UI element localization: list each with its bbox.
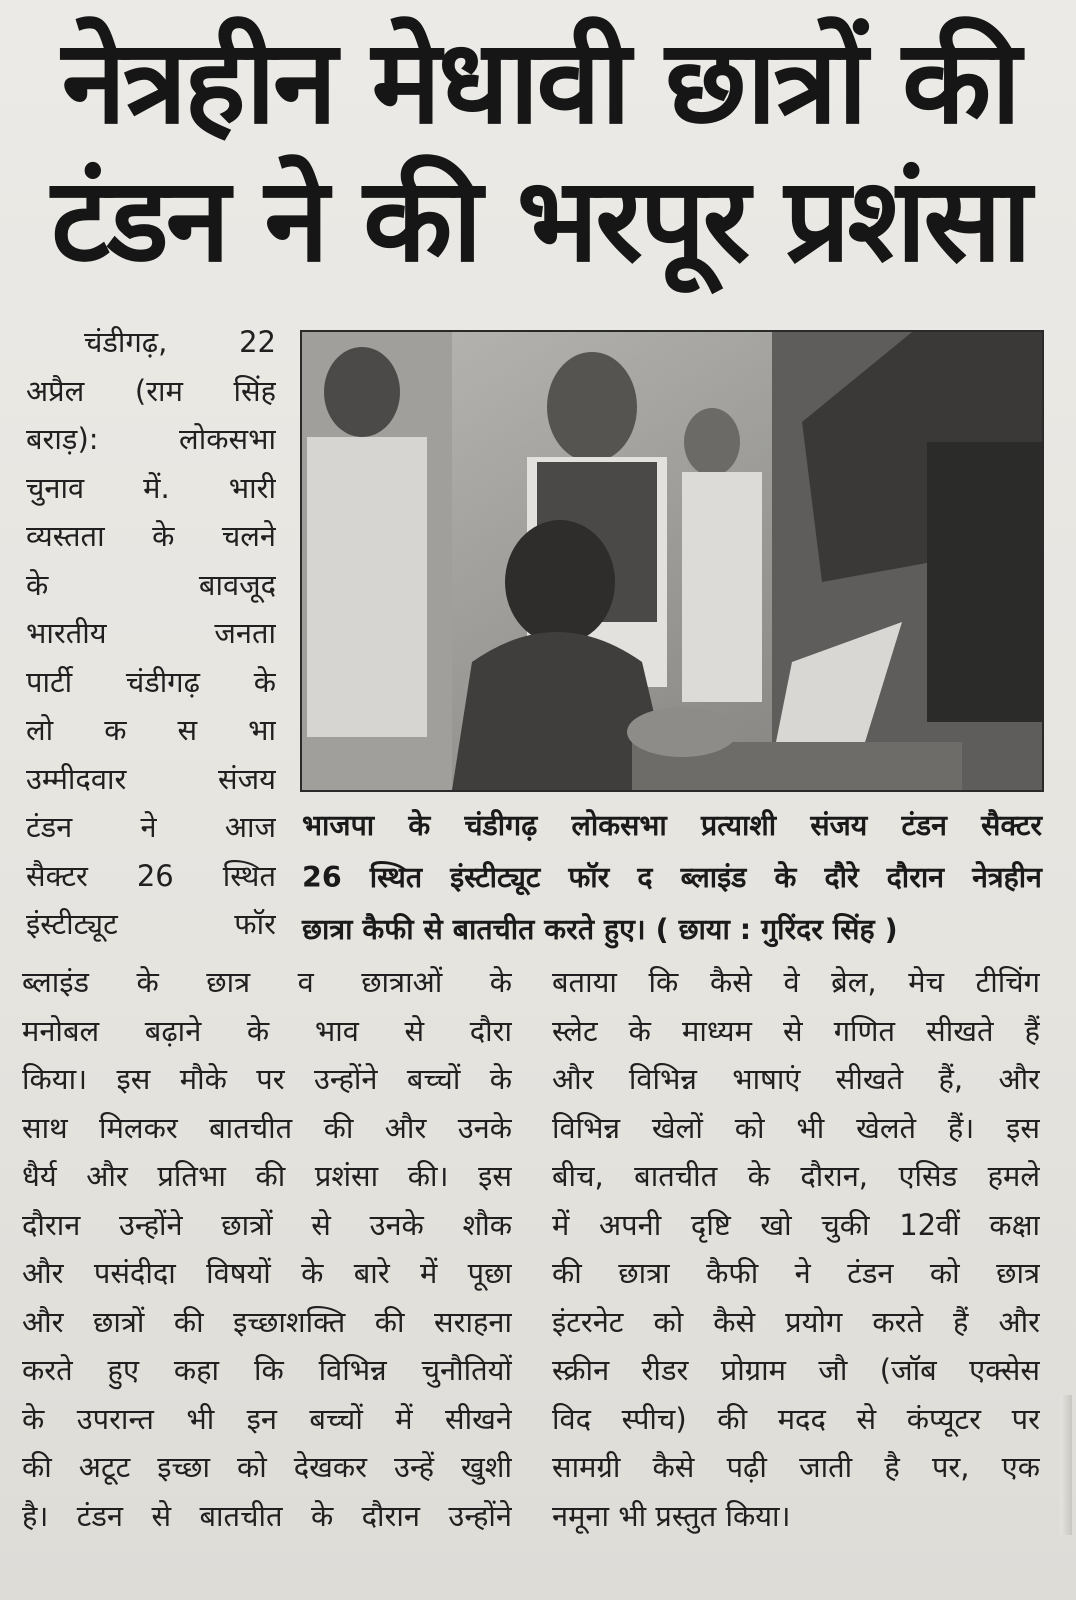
caption-line: भाजपा के चंडीगढ़ लोकसभा प्रत्याशी संजय टंडन सैक्टर: [302, 809, 1042, 842]
article-line: दौरान उन्होंने छात्रों से उनके शौक: [22, 1207, 512, 1242]
article-line: स्लेट के माध्यम से गणित सीखते हैं: [552, 1013, 1040, 1048]
article-line: के बावजूद: [26, 567, 276, 602]
article-line: किया। इस मौके पर उन्होंने बच्चों के: [22, 1062, 512, 1096]
headline-line-2: टंडन ने की भरपूर प्रशंसा: [51, 153, 1029, 288]
article-line: इंस्टीट्यूट फॉर: [26, 907, 276, 941]
article-line: साथ मिलकर बातचीत की और उनके: [22, 1110, 512, 1145]
article-line: व्यस्तता के चलने: [26, 519, 276, 553]
article-line: और छात्रों की इच्छाशक्ति की सराहना: [22, 1304, 512, 1339]
article-column-left-bottom: [22, 958, 512, 1540]
photo-caption: [302, 800, 1042, 956]
photo-illustration: [302, 332, 1042, 790]
article-line: में अपनी दृष्टि खो चुकी 12वीं कक्षा: [552, 1207, 1040, 1242]
article-line: स्क्रीन रीडर प्रोग्राम जौ (जॉब एक्सेस: [552, 1353, 1040, 1387]
article-line: विभिन्न खेलों को भी खेलते हैं। इस: [552, 1110, 1040, 1145]
article-line: चुनाव में. भारी: [26, 470, 276, 505]
article-line: सामग्री कैसे पढ़ी जाती है पर, एक: [552, 1450, 1040, 1484]
article-line: लो क स भा: [26, 713, 276, 747]
article-line: उम्मीदवार संजय: [26, 761, 276, 796]
article-line: पार्टी चंडीगढ़ के: [26, 664, 276, 699]
article-line: के उपरान्त भी इन बच्चों में सीखने: [22, 1401, 512, 1436]
article-line: विद स्पीच) की मदद से कंप्यूटर पर: [552, 1401, 1040, 1436]
article-line: बराड़): लोकसभा: [26, 422, 276, 456]
article-line: नमूना भी प्रस्तुत किया।: [552, 1498, 791, 1533]
article-line: चंडीगढ़, 22: [84, 325, 276, 359]
article-line: की अटूट इच्छा को देखकर उन्हें खुशी: [22, 1450, 512, 1484]
article-line: धैर्य और प्रतिभा की प्रशंसा की। इस: [22, 1159, 512, 1193]
article-line: बीच, बातचीत के दौरान, एसिड हमले: [552, 1159, 1040, 1193]
article-line: अप्रैल (राम सिंह: [26, 373, 276, 408]
headline: [40, 14, 1040, 290]
article-line: की छात्रा कैफी ने टंडन को छात्र: [552, 1256, 1040, 1290]
article-line: ब्लाइंड के छात्र व छात्राओं के: [22, 965, 512, 999]
page-edge-shadow: [1060, 1395, 1072, 1535]
article-line: मनोबल बढ़ाने के भाव से दौरा: [22, 1013, 512, 1048]
article-line: बताया कि कैसे वे ब्रेल, मेच टीचिंग: [552, 965, 1040, 999]
headline-line-1: नेत्रहीन मेधावी छात्रों की: [61, 15, 1019, 150]
article-column-right: [552, 958, 1040, 1540]
article-line: और पसंदीदा विषयों के बारे में पूछा: [22, 1256, 512, 1290]
article-column-left-top: [26, 318, 276, 949]
article-line: सैक्टर 26 स्थित: [26, 858, 276, 893]
article-line: इंटरनेट को कैसे प्रयोग करते हैं और: [552, 1304, 1040, 1339]
caption-line: छात्रा कैफी से बातचीत करते हुए। ( छाया : गुरिंदर सिंह ): [302, 913, 898, 946]
article-line: है। टंडन से बातचीत के दौरान उन्होंने: [22, 1498, 512, 1533]
caption-line: 26 स्थित इंस्टीट्यूट फॉर द ब्लाइंड के दौरे दौरान नेत्रहीन: [302, 861, 1042, 894]
article-line: करते हुए कहा कि विभिन्न चुनौतियों: [22, 1353, 512, 1387]
article-line: भारतीय जनता: [26, 616, 276, 650]
article-line: टंडन ने आज: [26, 810, 276, 844]
article-line: और विभिन्न भाषाएं सीखते हैं, और: [552, 1062, 1040, 1096]
news-photo: [300, 330, 1044, 792]
